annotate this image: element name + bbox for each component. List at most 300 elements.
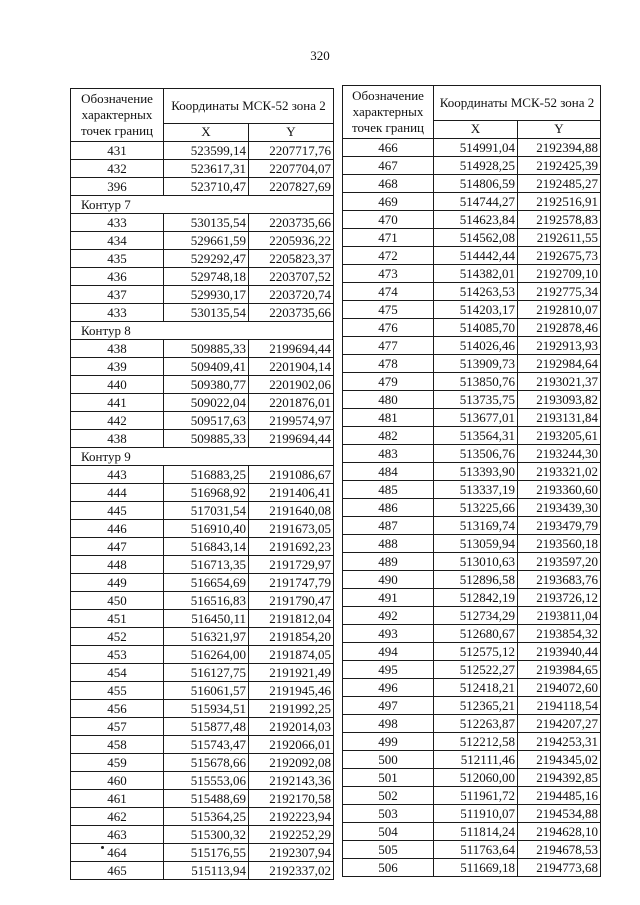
table-row xyxy=(343,769,601,787)
point-number: 467 xyxy=(343,157,434,175)
coord-x: 512111,46 xyxy=(434,751,518,769)
table-row xyxy=(343,265,601,283)
table-row xyxy=(71,160,334,178)
point-number: 435 xyxy=(71,250,164,268)
coord-y: 2191729,97 xyxy=(249,556,334,574)
coord-y: 2203735,66 xyxy=(249,304,334,322)
coord-y: 2191992,25 xyxy=(249,700,334,718)
coord-x: 514442,44 xyxy=(434,247,518,265)
coord-y: 2193131,84 xyxy=(518,409,601,427)
coord-x: 513909,73 xyxy=(434,355,518,373)
coordinates-table-right xyxy=(342,85,601,877)
table-row xyxy=(343,301,601,319)
point-number: 497 xyxy=(343,697,434,715)
coord-y: 2193021,37 xyxy=(518,373,601,391)
point-number: 475 xyxy=(343,301,434,319)
point-number: 454 xyxy=(71,664,164,682)
coord-y: 2192337,02 xyxy=(249,862,334,880)
page-number: 320 xyxy=(310,48,330,63)
point-number: 478 xyxy=(343,355,434,373)
coord-y: 2199574,97 xyxy=(249,412,334,430)
point-number: 496 xyxy=(343,679,434,697)
coord-y: 2205936,22 xyxy=(249,232,334,250)
coord-y: 2191945,46 xyxy=(249,682,334,700)
point-number: 452 xyxy=(71,628,164,646)
table-row xyxy=(71,862,334,880)
table-row xyxy=(71,754,334,772)
table-row xyxy=(343,625,601,643)
point-number: 445 xyxy=(71,502,164,520)
point-number: 506 xyxy=(343,859,434,877)
point-number: 488 xyxy=(343,535,434,553)
coord-y: 2194118,54 xyxy=(518,697,601,715)
coord-x: 515934,51 xyxy=(164,700,249,718)
contour-heading: Контур 8 xyxy=(71,322,334,340)
coord-y: 2192170,58 xyxy=(249,790,334,808)
table-row xyxy=(343,643,601,661)
coord-x: 529661,59 xyxy=(164,232,249,250)
table-row xyxy=(71,484,334,502)
table-row xyxy=(343,445,601,463)
coord-x: 523617,31 xyxy=(164,160,249,178)
point-number: 485 xyxy=(343,481,434,499)
point-number: 466 xyxy=(343,139,434,157)
table-row xyxy=(71,520,334,538)
coord-x: 512418,21 xyxy=(434,679,518,697)
table-row xyxy=(343,157,601,175)
coordinates-table-left xyxy=(70,88,334,880)
coord-x: 515678,66 xyxy=(164,754,249,772)
table-row xyxy=(71,826,334,844)
point-number: 451 xyxy=(71,610,164,628)
coord-x: 514623,84 xyxy=(434,211,518,229)
point-number: 443 xyxy=(71,466,164,484)
coordinates-body-right xyxy=(343,139,601,877)
coord-x: 512842,19 xyxy=(434,589,518,607)
table-row xyxy=(343,391,601,409)
point-number: 442 xyxy=(71,412,164,430)
coord-y: 2193093,82 xyxy=(518,391,601,409)
point-number: 473 xyxy=(343,265,434,283)
coord-y: 2192611,55 xyxy=(518,229,601,247)
coord-y: 2192913,93 xyxy=(518,337,601,355)
coord-x: 516061,57 xyxy=(164,682,249,700)
table-row xyxy=(343,841,601,859)
coord-x: 530135,54 xyxy=(164,304,249,322)
table-row xyxy=(343,571,601,589)
coord-y: 2192984,64 xyxy=(518,355,601,373)
point-number: 446 xyxy=(71,520,164,538)
point-number: 433 xyxy=(71,304,164,322)
point-number: 455 xyxy=(71,682,164,700)
table-row xyxy=(71,340,334,358)
point-number: 433 xyxy=(71,214,164,232)
coord-x: 516883,25 xyxy=(164,466,249,484)
table-row xyxy=(343,679,601,697)
contour-heading-row xyxy=(71,196,334,214)
table-row xyxy=(71,700,334,718)
coord-y: 2192425,39 xyxy=(518,157,601,175)
table-row xyxy=(71,178,334,196)
coord-y: 2193726,12 xyxy=(518,589,601,607)
coord-x: 513169,74 xyxy=(434,517,518,535)
coord-y: 2192810,07 xyxy=(518,301,601,319)
table-row xyxy=(343,229,601,247)
table-row xyxy=(71,214,334,232)
table-row xyxy=(343,715,601,733)
table-row xyxy=(71,556,334,574)
table-row xyxy=(71,790,334,808)
coord-x: 529292,47 xyxy=(164,250,249,268)
point-number: 463 xyxy=(71,826,164,844)
coord-x: 509022,04 xyxy=(164,394,249,412)
table-row xyxy=(71,376,334,394)
coord-x: 516127,75 xyxy=(164,664,249,682)
coord-y: 2194773,68 xyxy=(518,859,601,877)
coord-x: 514991,04 xyxy=(434,139,518,157)
coord-y: 2192516,91 xyxy=(518,193,601,211)
coord-y: 2194392,85 xyxy=(518,769,601,787)
point-number: 439 xyxy=(71,358,164,376)
table-row xyxy=(343,589,601,607)
coord-x: 512734,29 xyxy=(434,607,518,625)
coord-x: 516516,83 xyxy=(164,592,249,610)
point-number: 461 xyxy=(71,790,164,808)
point-number: 490 xyxy=(343,571,434,589)
table-row xyxy=(71,412,334,430)
coord-y: 2193321,02 xyxy=(518,463,601,481)
coord-x: 529930,17 xyxy=(164,286,249,304)
point-number: 436 xyxy=(71,268,164,286)
point-number: 480 xyxy=(343,391,434,409)
coord-x: 512575,12 xyxy=(434,643,518,661)
point-number: 441 xyxy=(71,394,164,412)
contour-heading: Контур 7 xyxy=(71,196,334,214)
table-row xyxy=(343,751,601,769)
coord-y: 2192775,34 xyxy=(518,283,601,301)
point-number: 486 xyxy=(343,499,434,517)
coord-x: 513010,63 xyxy=(434,553,518,571)
coord-x: 515743,47 xyxy=(164,736,249,754)
header-coords-title: Координаты МСК-52 зона 2 xyxy=(434,86,601,121)
table-row xyxy=(343,823,601,841)
table-row xyxy=(71,808,334,826)
point-number: 494 xyxy=(343,643,434,661)
table-row xyxy=(343,427,601,445)
header-coords-title: Координаты МСК-52 зона 2 xyxy=(164,89,334,124)
coord-y: 2192709,10 xyxy=(518,265,601,283)
coord-x: 513677,01 xyxy=(434,409,518,427)
point-number: 493 xyxy=(343,625,434,643)
coord-y: 2191854,20 xyxy=(249,628,334,646)
point-number: 482 xyxy=(343,427,434,445)
header-x: X xyxy=(434,120,518,138)
coord-y: 2207717,76 xyxy=(249,142,334,160)
coord-y: 2194253,31 xyxy=(518,733,601,751)
coord-y: 2203707,52 xyxy=(249,268,334,286)
table-row xyxy=(343,355,601,373)
table-row xyxy=(71,268,334,286)
point-number: 448 xyxy=(71,556,164,574)
coord-y: 2191640,08 xyxy=(249,502,334,520)
table-row xyxy=(71,286,334,304)
coord-x: 516321,97 xyxy=(164,628,249,646)
point-number: 444 xyxy=(71,484,164,502)
coord-x: 516968,92 xyxy=(164,484,249,502)
table-row xyxy=(343,247,601,265)
point-number: 476 xyxy=(343,319,434,337)
point-number: 484 xyxy=(343,463,434,481)
point-number: 504 xyxy=(343,823,434,841)
table-row xyxy=(343,319,601,337)
table-row xyxy=(71,466,334,484)
coord-x: 512680,67 xyxy=(434,625,518,643)
table-row xyxy=(71,304,334,322)
coord-x: 509885,33 xyxy=(164,340,249,358)
coord-x: 512212,58 xyxy=(434,733,518,751)
point-number: 457 xyxy=(71,718,164,736)
table-row xyxy=(343,211,601,229)
point-number: 460 xyxy=(71,772,164,790)
coord-y: 2201902,06 xyxy=(249,376,334,394)
coord-y: 2191692,23 xyxy=(249,538,334,556)
point-number: 468 xyxy=(343,175,434,193)
point-number: 469 xyxy=(343,193,434,211)
coord-x: 513337,19 xyxy=(434,481,518,499)
table-row xyxy=(71,682,334,700)
coord-x: 513059,94 xyxy=(434,535,518,553)
contour-heading-row xyxy=(71,322,334,340)
coord-x: 512060,00 xyxy=(434,769,518,787)
coord-y: 2192066,01 xyxy=(249,736,334,754)
coord-y: 2192252,29 xyxy=(249,826,334,844)
coord-y: 2201904,14 xyxy=(249,358,334,376)
coord-x: 523710,47 xyxy=(164,178,249,196)
header-y: Y xyxy=(518,120,601,138)
header-y: Y xyxy=(249,123,334,141)
header-point-label: Обозначение характерных точек границ xyxy=(343,86,434,139)
coord-x: 514562,08 xyxy=(434,229,518,247)
coord-y: 2193439,30 xyxy=(518,499,601,517)
coord-y: 2191086,67 xyxy=(249,466,334,484)
table-row xyxy=(71,718,334,736)
coord-x: 513564,31 xyxy=(434,427,518,445)
point-number: 472 xyxy=(343,247,434,265)
table-row xyxy=(71,610,334,628)
point-number: 456 xyxy=(71,700,164,718)
point-number: 492 xyxy=(343,607,434,625)
coord-y: 2193479,79 xyxy=(518,517,601,535)
coord-y: 2193811,04 xyxy=(518,607,601,625)
point-number: 477 xyxy=(343,337,434,355)
coord-x: 516843,14 xyxy=(164,538,249,556)
coord-x: 513735,75 xyxy=(434,391,518,409)
point-number: 437 xyxy=(71,286,164,304)
coord-y: 2191406,41 xyxy=(249,484,334,502)
point-number: 501 xyxy=(343,769,434,787)
contour-heading-row xyxy=(71,448,334,466)
coord-y: 2194072,60 xyxy=(518,679,601,697)
coord-x: 516450,11 xyxy=(164,610,249,628)
table-row xyxy=(71,502,334,520)
coord-x: 515113,94 xyxy=(164,862,249,880)
coord-y: 2194485,16 xyxy=(518,787,601,805)
table-row xyxy=(71,646,334,664)
table-row xyxy=(343,553,601,571)
coord-y: 2193940,44 xyxy=(518,643,601,661)
table-row xyxy=(71,736,334,754)
coord-x: 511910,07 xyxy=(434,805,518,823)
table-row xyxy=(343,193,601,211)
table-row xyxy=(343,139,601,157)
point-number: 491 xyxy=(343,589,434,607)
stray-dot xyxy=(101,846,104,849)
table-row xyxy=(343,661,601,679)
coord-x: 530135,54 xyxy=(164,214,249,232)
table-row xyxy=(71,844,334,862)
point-number: 470 xyxy=(343,211,434,229)
coord-x: 513393,90 xyxy=(434,463,518,481)
coord-x: 513506,76 xyxy=(434,445,518,463)
coord-y: 2192578,83 xyxy=(518,211,601,229)
coord-y: 2191812,04 xyxy=(249,610,334,628)
table-row xyxy=(343,409,601,427)
coord-y: 2199694,44 xyxy=(249,340,334,358)
point-number: 438 xyxy=(71,430,164,448)
point-number: 474 xyxy=(343,283,434,301)
table-row xyxy=(343,481,601,499)
coord-x: 515364,25 xyxy=(164,808,249,826)
coord-y: 2191874,05 xyxy=(249,646,334,664)
point-number: 458 xyxy=(71,736,164,754)
header-point-label: Обозначение характерных точек границ xyxy=(71,89,164,142)
coord-x: 515488,69 xyxy=(164,790,249,808)
coord-y: 2191790,47 xyxy=(249,592,334,610)
point-number: 487 xyxy=(343,517,434,535)
coord-x: 513850,76 xyxy=(434,373,518,391)
point-number: 447 xyxy=(71,538,164,556)
coord-x: 511961,72 xyxy=(434,787,518,805)
point-number: 503 xyxy=(343,805,434,823)
coord-x: 509885,33 xyxy=(164,430,249,448)
coord-x: 514026,46 xyxy=(434,337,518,355)
table-row xyxy=(71,664,334,682)
coord-x: 529748,18 xyxy=(164,268,249,286)
coord-y: 2194345,02 xyxy=(518,751,601,769)
table-row xyxy=(71,142,334,160)
coord-y: 2194534,88 xyxy=(518,805,601,823)
coord-x: 516713,35 xyxy=(164,556,249,574)
coord-x: 515176,55 xyxy=(164,844,249,862)
table-row xyxy=(71,574,334,592)
coord-x: 511814,24 xyxy=(434,823,518,841)
table-row xyxy=(71,250,334,268)
coord-x: 515877,48 xyxy=(164,718,249,736)
coord-y: 2207704,07 xyxy=(249,160,334,178)
coord-x: 514806,59 xyxy=(434,175,518,193)
coord-x: 514203,17 xyxy=(434,301,518,319)
coord-x: 512522,27 xyxy=(434,661,518,679)
coord-x: 514263,53 xyxy=(434,283,518,301)
coord-y: 2193597,20 xyxy=(518,553,601,571)
coord-y: 2203720,74 xyxy=(249,286,334,304)
coord-y: 2192485,27 xyxy=(518,175,601,193)
coord-y: 2194207,27 xyxy=(518,715,601,733)
coord-y: 2192092,08 xyxy=(249,754,334,772)
coord-x: 514744,27 xyxy=(434,193,518,211)
point-number: 449 xyxy=(71,574,164,592)
point-number: 459 xyxy=(71,754,164,772)
header-x: X xyxy=(164,123,249,141)
coord-x: 523599,14 xyxy=(164,142,249,160)
point-number: 450 xyxy=(71,592,164,610)
table-row xyxy=(343,607,601,625)
coord-x: 514382,01 xyxy=(434,265,518,283)
coord-x: 516654,69 xyxy=(164,574,249,592)
coord-y: 2192223,94 xyxy=(249,808,334,826)
table-row xyxy=(71,430,334,448)
table-row xyxy=(343,517,601,535)
point-number: 464 xyxy=(71,844,164,862)
table-row xyxy=(343,859,601,877)
point-number: 432 xyxy=(71,160,164,178)
coord-y: 2191921,49 xyxy=(249,664,334,682)
coord-y: 2192307,94 xyxy=(249,844,334,862)
coord-y: 2201876,01 xyxy=(249,394,334,412)
point-number: 453 xyxy=(71,646,164,664)
point-number: 481 xyxy=(343,409,434,427)
coord-y: 2192675,73 xyxy=(518,247,601,265)
coord-x: 516910,40 xyxy=(164,520,249,538)
point-number: 489 xyxy=(343,553,434,571)
table-row xyxy=(343,499,601,517)
coord-x: 511763,64 xyxy=(434,841,518,859)
table-row xyxy=(343,463,601,481)
coord-y: 2199694,44 xyxy=(249,430,334,448)
coord-y: 2194628,10 xyxy=(518,823,601,841)
coord-y: 2193560,18 xyxy=(518,535,601,553)
table-row xyxy=(343,175,601,193)
coord-y: 2205823,37 xyxy=(249,250,334,268)
point-number: 479 xyxy=(343,373,434,391)
point-number: 505 xyxy=(343,841,434,859)
coord-y: 2192014,03 xyxy=(249,718,334,736)
point-number: 483 xyxy=(343,445,434,463)
coord-x: 511669,18 xyxy=(434,859,518,877)
table-row xyxy=(71,232,334,250)
table-row xyxy=(71,592,334,610)
point-number: 502 xyxy=(343,787,434,805)
coord-x: 512365,21 xyxy=(434,697,518,715)
point-number: 440 xyxy=(71,376,164,394)
point-number: 434 xyxy=(71,232,164,250)
coord-y: 2192394,88 xyxy=(518,139,601,157)
table-row xyxy=(343,535,601,553)
coord-x: 513225,66 xyxy=(434,499,518,517)
coord-y: 2194678,53 xyxy=(518,841,601,859)
coord-x: 509380,77 xyxy=(164,376,249,394)
contour-heading: Контур 9 xyxy=(71,448,334,466)
table-row xyxy=(343,787,601,805)
table-row xyxy=(343,697,601,715)
table-row xyxy=(71,628,334,646)
coord-x: 512263,87 xyxy=(434,715,518,733)
table-row xyxy=(71,358,334,376)
coord-x: 514928,25 xyxy=(434,157,518,175)
point-number: 465 xyxy=(71,862,164,880)
point-number: 462 xyxy=(71,808,164,826)
coord-y: 2193244,30 xyxy=(518,445,601,463)
